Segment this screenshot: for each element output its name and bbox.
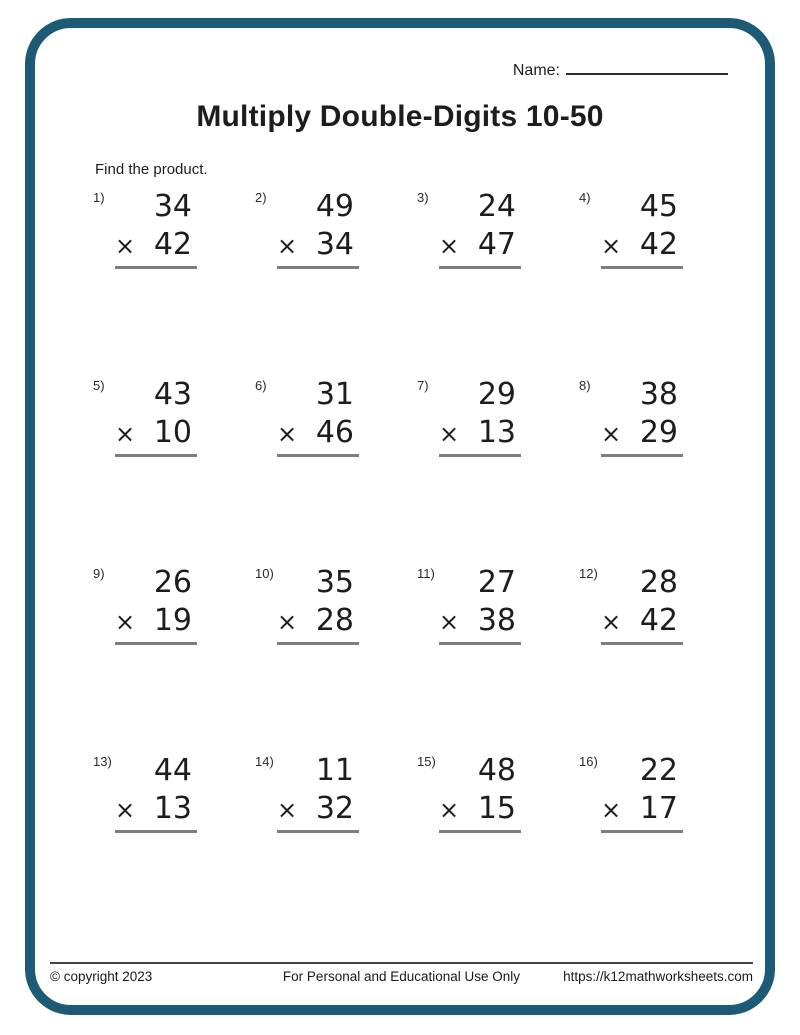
multiplier-row: [439, 604, 521, 639]
multiplier: 42: [153, 227, 192, 262]
problem-body: [115, 190, 197, 269]
problem-number: 6): [255, 378, 267, 393]
multiplier-row: [277, 792, 359, 827]
multiplicand: 22: [639, 753, 678, 788]
multiplier-row: [115, 228, 197, 263]
problem-cell: [417, 754, 579, 942]
problem-number: 16): [579, 754, 598, 769]
problem-body: [601, 190, 683, 269]
problem-body: [115, 378, 197, 457]
multiplicand: 45: [639, 189, 678, 224]
problem-cell: [255, 378, 417, 566]
multiplier-row: [277, 416, 359, 451]
problem-number: 3): [417, 190, 429, 205]
multiplier: 10: [153, 415, 192, 450]
multiply-sign: ×: [115, 796, 136, 824]
multiply-sign: ×: [277, 232, 298, 260]
answer-line: [439, 266, 521, 269]
problem-cell: [579, 566, 741, 754]
multiplicand: 38: [639, 377, 678, 412]
answer-line: [277, 266, 359, 269]
answer-line: [115, 454, 197, 457]
multiplier: 42: [639, 227, 678, 262]
multiplier-row: [601, 604, 683, 639]
multiplier: 15: [477, 791, 516, 826]
answer-line: [439, 830, 521, 833]
problem-body: [439, 190, 521, 269]
problem-number: 2): [255, 190, 267, 205]
multiplier: 46: [315, 415, 354, 450]
multiplicand: 24: [477, 189, 516, 224]
multiply-sign: ×: [601, 232, 622, 260]
multiplier: 29: [639, 415, 678, 450]
problem-body: [115, 566, 197, 645]
problem-number: 12): [579, 566, 598, 581]
multiplicand: 26: [153, 565, 192, 600]
multiplier-row: [277, 228, 359, 263]
multiplicand: 43: [153, 377, 192, 412]
multiplier-row: [601, 792, 683, 827]
multiplicand: 34: [153, 189, 192, 224]
problem-cell: [417, 566, 579, 754]
multiplicand: 49: [315, 189, 354, 224]
multiplier: 38: [477, 603, 516, 638]
problem-body: [277, 190, 359, 269]
answer-line: [439, 642, 521, 645]
multiply-sign: ×: [601, 420, 622, 448]
multiplicand: 35: [315, 565, 354, 600]
problem-body: [115, 754, 197, 833]
multiply-sign: ×: [115, 608, 136, 636]
multiplier-row: [601, 416, 683, 451]
problem-body: [601, 566, 683, 645]
problem-number: 11): [417, 566, 435, 581]
problem-number: 7): [417, 378, 429, 393]
multiply-sign: ×: [439, 420, 460, 448]
multiplicand: 11: [315, 753, 354, 788]
answer-line: [439, 454, 521, 457]
multiply-sign: ×: [277, 796, 298, 824]
problem-body: [277, 378, 359, 457]
multiply-sign: ×: [439, 796, 460, 824]
answer-line: [277, 830, 359, 833]
problem-number: 1): [93, 190, 105, 205]
problem-cell: [417, 378, 579, 566]
multiplier: 47: [477, 227, 516, 262]
answer-line: [115, 266, 197, 269]
problem-cell: [93, 190, 255, 378]
problem-number: 4): [579, 190, 591, 205]
multiply-sign: ×: [115, 232, 136, 260]
footer-copyright: © copyright 2023: [50, 969, 153, 984]
multiplier: 19: [153, 603, 192, 638]
problem-cell: [255, 754, 417, 942]
problem-body: [277, 754, 359, 833]
multiplier-row: [601, 228, 683, 263]
name-blank-line: [566, 58, 728, 75]
name-label: Name:: [512, 62, 560, 79]
problem-cell: [93, 754, 255, 942]
multiplicand: 31: [315, 377, 354, 412]
multiplier-row: [115, 792, 197, 827]
multiplier-row: [115, 604, 197, 639]
multiplicand: 27: [477, 565, 516, 600]
multiply-sign: ×: [439, 232, 460, 260]
page-title: Multiply Double-Digits 10-50: [196, 100, 604, 133]
multiply-sign: ×: [601, 608, 622, 636]
name-row: [513, 58, 728, 80]
multiply-sign: ×: [115, 420, 136, 448]
answer-line: [115, 642, 197, 645]
multiply-sign: ×: [439, 608, 460, 636]
problem-body: [601, 754, 683, 833]
footer-divider: [50, 962, 753, 964]
multiplier-row: [439, 792, 521, 827]
footer-url: https://k12mathworksheets.com: [563, 969, 753, 984]
problem-cell: [579, 754, 741, 942]
answer-line: [277, 642, 359, 645]
multiplier: 32: [315, 791, 354, 826]
problem-cell: [93, 378, 255, 566]
multiplier: 42: [639, 603, 678, 638]
multiplier: 13: [153, 791, 192, 826]
multiplier: 17: [639, 791, 678, 826]
answer-line: [601, 266, 683, 269]
answer-line: [601, 454, 683, 457]
problem-cell: [255, 566, 417, 754]
answer-line: [277, 454, 359, 457]
problem-body: [439, 378, 521, 457]
multiplicand: 44: [153, 753, 192, 788]
answer-line: [601, 830, 683, 833]
multiplier-row: [277, 604, 359, 639]
problem-number: 9): [93, 566, 105, 581]
problem-body: [601, 378, 683, 457]
problem-number: 5): [93, 378, 105, 393]
multiplicand: 28: [639, 565, 678, 600]
problem-number: 10): [255, 566, 274, 581]
footer: [50, 969, 753, 989]
multiplier: 34: [315, 227, 354, 262]
multiplier: 13: [477, 415, 516, 450]
problem-number: 8): [579, 378, 591, 393]
problem-cell: [93, 566, 255, 754]
problem-cell: [255, 190, 417, 378]
multiply-sign: ×: [277, 608, 298, 636]
problem-cell: [579, 190, 741, 378]
answer-line: [115, 830, 197, 833]
footer-usage: For Personal and Educational Use Only: [282, 969, 521, 984]
multiplicand: 29: [477, 377, 516, 412]
problem-body: [277, 566, 359, 645]
problem-number: 14): [255, 754, 274, 769]
problems-grid: [93, 190, 741, 942]
problem-cell: [579, 378, 741, 566]
multiplier-row: [115, 416, 197, 451]
multiply-sign: ×: [277, 420, 298, 448]
multiplier: 28: [315, 603, 354, 638]
problem-body: [439, 566, 521, 645]
problem-cell: [417, 190, 579, 378]
problem-number: 15): [417, 754, 436, 769]
answer-line: [601, 642, 683, 645]
multiplier-row: [439, 416, 521, 451]
multiply-sign: ×: [601, 796, 622, 824]
problem-body: [439, 754, 521, 833]
instruction-text: Find the product.: [95, 161, 208, 178]
problem-number: 13): [93, 754, 112, 769]
multiplier-row: [439, 228, 521, 263]
multiplicand: 48: [477, 753, 516, 788]
